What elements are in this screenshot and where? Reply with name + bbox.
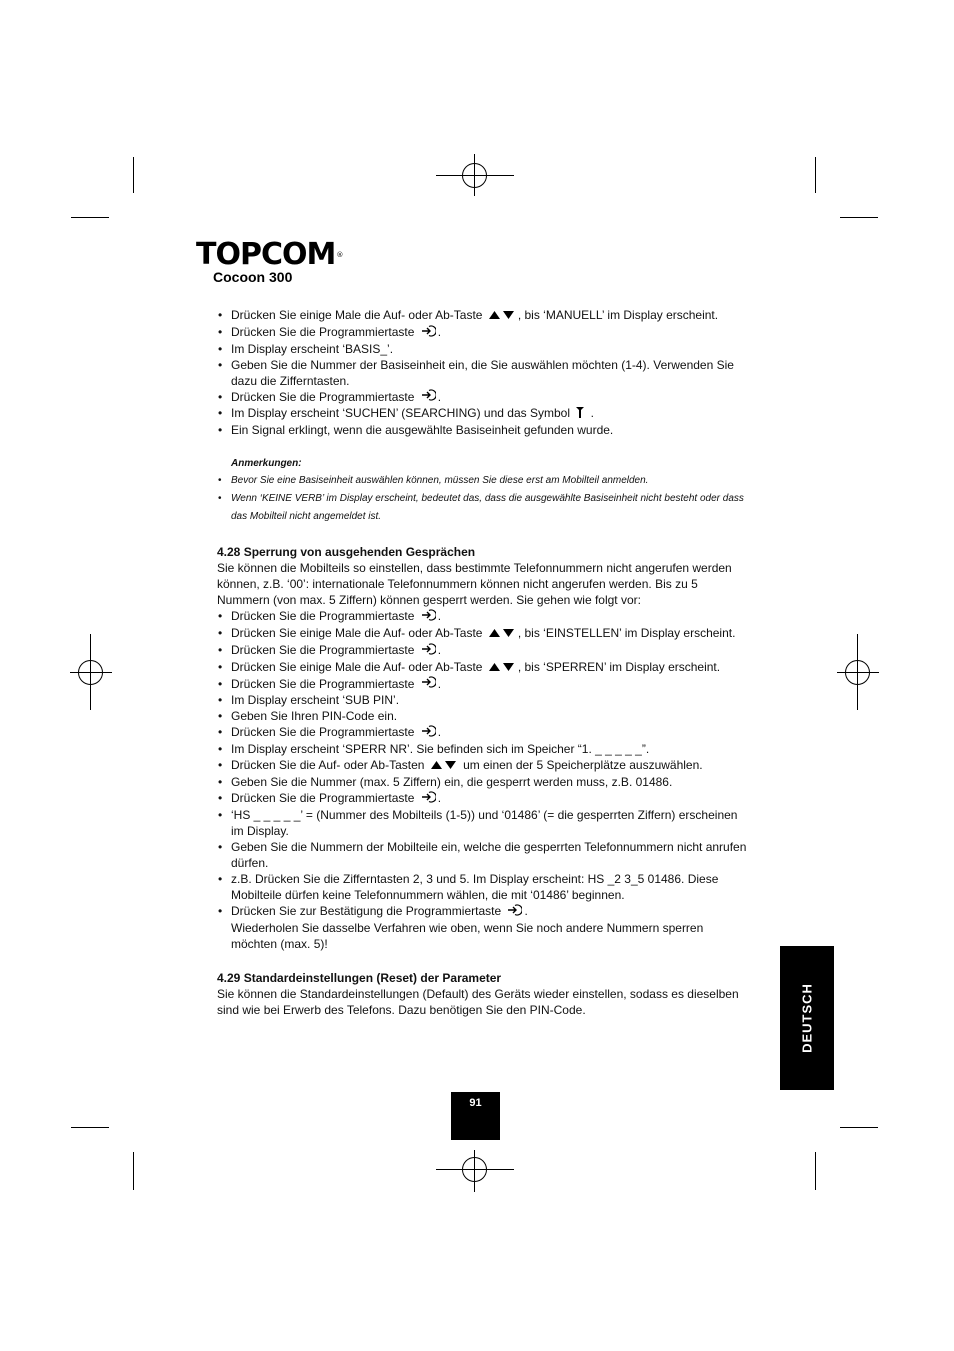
list-item-text: .: [587, 406, 594, 421]
list-item-text: Im Display erscheint ‘SUB PIN’.: [231, 693, 400, 708]
list-item: [217, 903, 750, 952]
list-item-text: Im Display erscheint ‘SPERR NR’. Sie befinden sich im Speicher “1. _ _ _ _ _”.: [231, 742, 650, 757]
list-item-text: Drücken Sie die Programmiertaste: [231, 609, 418, 624]
list-item: [217, 642, 750, 659]
list-item-text: Im Display erscheint ‘BASIS_’.: [231, 341, 394, 356]
crop-mark: [133, 1152, 134, 1190]
list-item: [217, 839, 750, 871]
list-item-note: Wiederholen Sie dasselbe Verfahren wie oben, wenn Sie noch andere Nummern sperren möchten (max. 5)!: [231, 920, 704, 951]
section-text-4-29: Sie können die Standardeinstellungen (Default) des Geräts wieder einstellen, sodass es dieselben sind wie bei Erwerb des Telefons. Dazu benötigen Sie den PIN-Code.: [217, 986, 739, 1017]
list-item: [217, 774, 750, 790]
list-item-text: Im Display erscheint ‘SUCHEN’ (SEARCHING) und das Symbol: [231, 406, 574, 421]
page-number: 91: [469, 1097, 482, 1109]
list-item: [217, 692, 750, 708]
list-item-text: Ein Signal erklingt, wenn die ausgewählte Basiseinheit gefunden wurde.: [231, 423, 614, 438]
list-item-text: Drücken Sie die Auf- oder Ab-Tasten: [231, 758, 428, 773]
list-item: [217, 659, 750, 676]
section-heading-4-29: 4.29 Standardeinstellungen (Reset) der Parameter: [217, 970, 502, 985]
program-key-icon: [420, 643, 436, 659]
list-item: [217, 341, 750, 357]
notes-title: Anmerkungen:: [231, 458, 302, 470]
list-item: [217, 357, 750, 389]
language-tab-label: DEUTSCH: [799, 983, 815, 1053]
brand-logo: [196, 237, 343, 272]
main-content: [217, 307, 750, 1018]
list-item-text: um einen der 5 Speicherplätze auszuwählen.: [459, 758, 703, 773]
list-item-text: Geben Sie die Nummer der Basiseinheit ein, die Sie auswählen möchten (1-4). Verwenden Sie dazu die Zifferntasten.: [231, 357, 734, 388]
list-item: [217, 676, 750, 693]
up-down-arrow-keys-icon: [488, 626, 516, 642]
program-key-icon: [420, 325, 436, 341]
list-item-text: , bis ‘EINSTELLEN’ im Display erscheint.: [517, 626, 736, 641]
list-item-text: Drücken Sie die Programmiertaste: [231, 642, 418, 657]
list-item: [217, 741, 750, 757]
list-item-text: .: [524, 903, 528, 918]
page-number-box: [451, 1092, 500, 1140]
instruction-list: [217, 307, 750, 438]
list-item: [217, 757, 750, 774]
list-item: [217, 724, 750, 741]
list-item-text: Drücken Sie die Programmiertaste: [231, 725, 418, 740]
language-tab: [780, 946, 834, 1090]
list-item-text: .: [437, 642, 442, 657]
list-item: [217, 708, 750, 724]
list-item-text: , bis ‘MANUELL’ im Display erscheint.: [517, 308, 719, 322]
list-item-text: .: [437, 725, 442, 740]
up-down-arrow-keys-icon: [488, 308, 516, 324]
crop-mark: [133, 157, 134, 193]
registered-mark: ®: [336, 251, 343, 259]
program-key-icon: [420, 609, 436, 625]
blocking-steps-list: [217, 608, 750, 951]
section-intro-4-28: Sie können die Mobilteils so einstellen, dass bestimmte Telefonnummern nicht angerufen werden können, z.B. ‘00’: internationale Telefonnummern können nicht angerufen werden. Bis zu 5 Nummern (von max. 5 Ziffern) können gesperrt werden. Sie gehen wie folgt vor:: [217, 561, 732, 608]
list-item-text: Geben Sie die Nummer (max. 5 Ziffern) ein, die gesperrt werden muss, z.B. 01486.: [231, 775, 673, 790]
crop-mark: [815, 157, 816, 193]
list-item-text: Drücken Sie einige Male die Auf- oder Ab-Taste: [231, 308, 486, 322]
list-item: [217, 871, 750, 903]
list-item-text: Drücken Sie die Programmiertaste: [231, 791, 418, 806]
program-key-icon: [420, 676, 436, 692]
list-item-text: z.B. Drücken Sie die Zifferntasten 2, 3 und 5. Im Display erscheint: HS _2 3_5 01486. Diese Mobilteile dürfen keine Telefonnummern wählen, die mit ‘01486’ beginnen.: [231, 871, 719, 902]
list-item: [217, 625, 750, 642]
list-item-text: ‘HS _ _ _ _ _’ = (Nummer des Mobilteils (1-5)) und ‘01486’ (= die gesperrten Ziffern) erscheinen im Display.: [231, 807, 738, 838]
list-item-text: Drücken Sie die Programmiertaste: [231, 676, 418, 691]
list-item-text: Geben Sie Ihren PIN-Code ein.: [231, 709, 398, 724]
model-name: Cocoon 300: [213, 269, 293, 285]
list-item-text: , bis ‘SPERREN’ im Display erscheint.: [517, 659, 721, 674]
brand-name: TOPCOM: [196, 237, 336, 272]
program-key-icon: [420, 389, 436, 405]
crop-mark: [815, 1152, 816, 1190]
list-item-text: Geben Sie die Nummern der Mobilteile ein, welche die gesperrten Telefonnummern nicht anrufen dürfen.: [231, 839, 747, 870]
crop-mark: [71, 217, 109, 218]
list-item: [217, 389, 750, 406]
list-item-text: Drücken Sie einige Male die Auf- oder Ab-Taste: [231, 659, 486, 674]
list-item: [217, 422, 750, 438]
list-item-text: Drücken Sie zur Bestätigung die Programmiertaste: [231, 903, 505, 918]
crop-mark: [840, 217, 878, 218]
list-item-text: .: [437, 324, 442, 339]
note-item: • Bevor Sie eine Basiseinheit auswählen können, müssen Sie diese erst am Mobilteil anmelden.: [217, 472, 750, 490]
list-item-text: .: [437, 676, 442, 691]
list-item-text: .: [437, 791, 442, 806]
up-down-arrow-keys-icon: [430, 758, 458, 774]
list-item-text: Drücken Sie die Programmiertaste: [231, 389, 418, 404]
up-down-arrow-keys-icon: [488, 660, 516, 676]
list-item: [217, 807, 750, 839]
list-item-text: Drücken Sie die Programmiertaste: [231, 324, 418, 339]
list-item: [217, 324, 750, 341]
notes-list: [217, 472, 750, 526]
section-heading-4-28: 4.28 Sperrung von ausgehenden Gesprächen: [217, 545, 476, 560]
program-key-icon: [420, 791, 436, 807]
list-item-text: .: [437, 609, 442, 624]
list-item: [217, 608, 750, 625]
antenna-icon: [575, 406, 585, 422]
note-item: • Wenn ‘KEINE VERB’ im Display erscheint, bedeutet das, dass die ausgewählte Basiseinheit nicht besteht oder dass das Mobilteil nicht angemeldet ist.: [217, 490, 750, 526]
list-item: [217, 790, 750, 807]
program-key-icon: [506, 904, 522, 920]
crop-mark: [71, 1127, 109, 1128]
program-key-icon: [420, 725, 436, 741]
list-item-text: Drücken Sie einige Male die Auf- oder Ab-Taste: [231, 626, 486, 641]
list-item-text: .: [437, 389, 442, 404]
list-item: [217, 405, 750, 422]
crop-mark: [840, 1127, 878, 1128]
list-item: [217, 307, 750, 324]
